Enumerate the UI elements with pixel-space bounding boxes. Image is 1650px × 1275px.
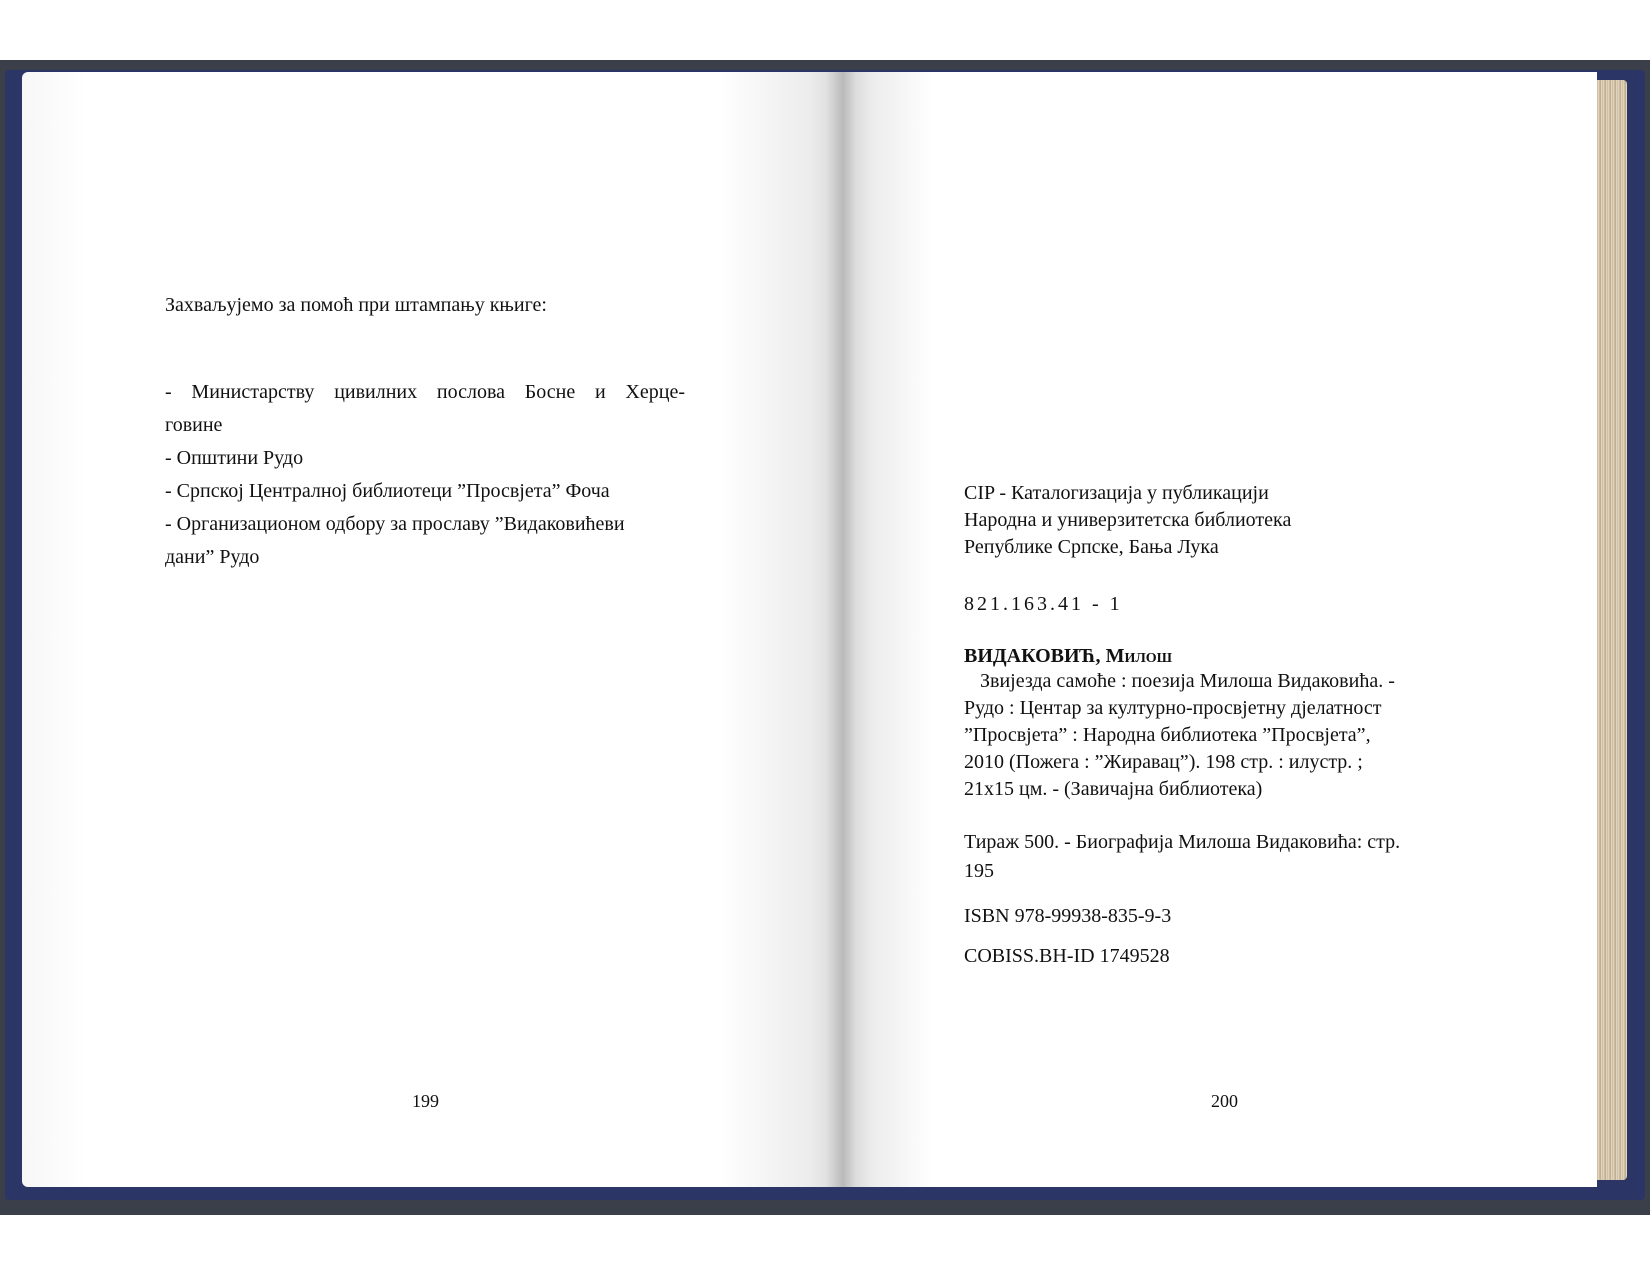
description-line: 2010 (Пожега : ”Жиравац”). 198 стр. : илустр. ; [964,751,1363,773]
list-item: дани” Рудо [165,546,260,568]
author-surname: ВИДАКОВИЋ, [964,645,1101,667]
description-line: 21x15 цм. - (Завичајна библиотека) [964,778,1263,800]
list-item: - Организационом одбору за прославу ”Видаковићеви [165,513,625,535]
cip-line: Републике Српске, Бања Лука [964,536,1219,558]
description-line: Рудо : Центар за културно-просвјетну дјелатност [964,697,1382,719]
list-item: - Општини Рудо [165,447,304,469]
right-page [842,72,1597,1187]
cip-line: Народна и универзитетска библиотека [964,509,1292,531]
cobiss-id: COBISS.BH-ID 1749528 [964,945,1170,967]
udc-code: 821.163.41 - 1 [964,593,1123,615]
acknowledgment-list [165,376,685,574]
page-number-right: 200 [1211,1091,1238,1111]
catalog-notes [964,828,1400,886]
notes-line: 195 [964,860,994,882]
list-item: - Српској Централној библиотеци ”Просвјета” Фоча [165,480,610,502]
catalog-description [964,668,1395,803]
cip-line: CIP - Каталогизација у публикацији [964,482,1269,504]
list-item: - Министарству цивилних послова Босне и Херце- [165,381,685,403]
spine-shadow [826,72,856,1187]
list-item: говине [165,414,223,436]
author-given-name: Милош [1105,645,1173,667]
acknowledgment-heading: Захваљујемо за помоћ при штампању књиге: [165,294,547,316]
description-line: Звијезда самоће : поезија Милоша Видаковића. - [980,670,1395,692]
description-line: ”Просвјета” : Народна библиотека ”Просвјета”, [964,724,1371,746]
page-number-left: 199 [412,1091,439,1111]
page-edges [1597,80,1627,1180]
isbn: ISBN 978-99938-835-9-3 [964,905,1172,927]
left-page [22,72,842,1187]
cip-block [964,480,1291,561]
notes-line: Тираж 500. - Биографија Милоша Видаковића: стр. [964,831,1401,853]
